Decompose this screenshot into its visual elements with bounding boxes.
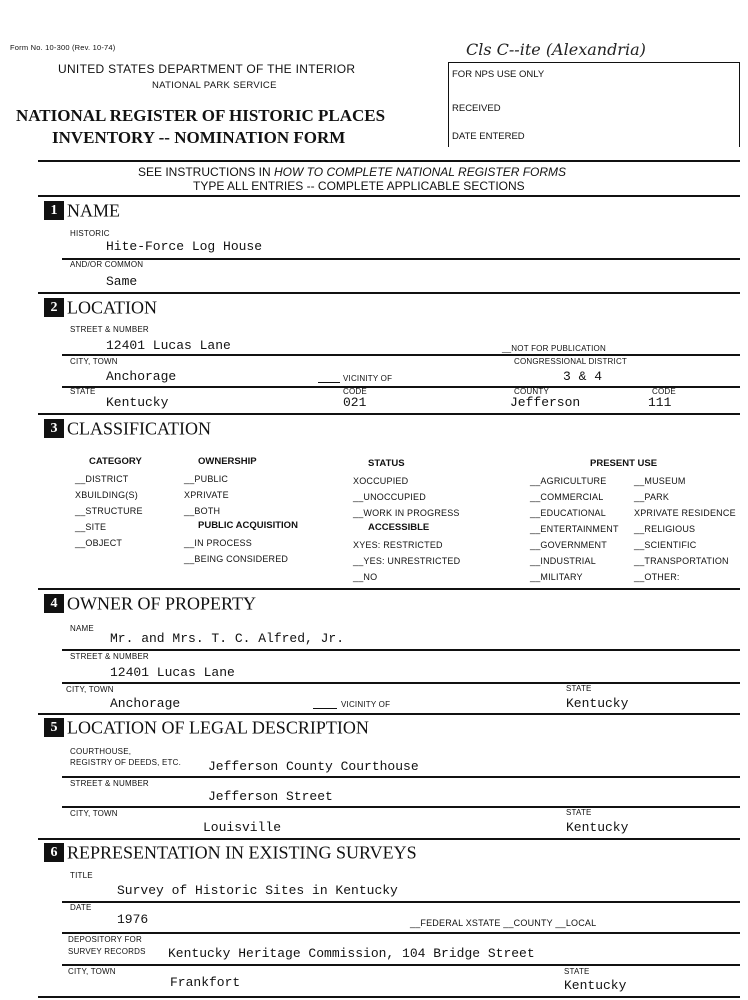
instructions-divider: [38, 195, 740, 197]
use-transportation: __TRANSPORTATION: [634, 556, 729, 566]
legal-street-label: STREET & NUMBER: [70, 779, 149, 788]
category-structure: __STRUCTURE: [75, 506, 143, 516]
status-occupied: XOCCUPIED: [353, 476, 409, 486]
rule: [62, 901, 740, 903]
survey-date-label: DATE: [70, 903, 92, 912]
header-divider: [38, 160, 740, 162]
street-label: STREET & NUMBER: [70, 325, 149, 334]
section-5-number: 5: [44, 718, 64, 737]
section-2-title: LOCATION: [67, 297, 157, 318]
status-work-in-progress: __WORK IN PROGRESS: [353, 508, 460, 518]
received-label: RECEIVED: [452, 103, 501, 114]
code-label: CODE: [343, 387, 367, 396]
section-1-number: 1: [44, 201, 64, 220]
common-label: AND/OR COMMON: [70, 260, 144, 269]
nps-box-label: FOR NPS USE ONLY: [452, 69, 545, 80]
depository-city-label: CITY, TOWN: [68, 967, 116, 976]
form-title-1: NATIONAL REGISTER OF HISTORIC PLACES: [16, 106, 386, 125]
city-value: Anchorage: [106, 369, 177, 384]
owner-vicinity-label: VICINITY OF: [341, 700, 391, 709]
section-4-heading: [44, 592, 256, 614]
state-label: STATE: [70, 387, 96, 396]
present-use-header: PRESENT USE: [590, 458, 658, 469]
historic-value: Hite-Force Log House: [106, 239, 263, 254]
county-label: COUNTY: [514, 387, 549, 396]
code2-label: CODE: [652, 387, 676, 396]
service-name: NATIONAL PARK SERVICE: [152, 80, 277, 91]
depository-label-1: DEPOSITORY FOR: [68, 935, 142, 944]
use-other: __OTHER:: [634, 572, 680, 582]
not-for-publication: __NOT FOR PUBLICATION: [502, 344, 606, 353]
county-value: Jefferson: [510, 395, 581, 410]
section-divider: [38, 588, 740, 590]
section-6-heading: [44, 841, 417, 863]
survey-title-label: TITLE: [70, 871, 93, 880]
acquisition-header: PUBLIC ACQUISITION: [198, 520, 298, 531]
legal-state-label: STATE: [566, 808, 592, 817]
form-title-2: INVENTORY -- NOMINATION FORM: [52, 128, 346, 147]
status-unoccupied: __UNOCCUPIED: [353, 492, 426, 502]
legal-state-value: Kentucky: [566, 820, 629, 835]
legal-city-label: CITY, TOWN: [70, 809, 118, 818]
vicinity-label: VICINITY OF: [343, 374, 393, 383]
owner-street-value: 12401 Lucas Lane: [110, 665, 235, 680]
rule: [62, 386, 740, 388]
use-government: __GOVERNMENT: [530, 540, 607, 550]
section-2-heading: [44, 296, 157, 318]
section-divider: [38, 996, 740, 998]
legal-street-value: Jefferson Street: [208, 789, 333, 804]
accessible-no: __NO: [353, 572, 378, 582]
depository-city-value: Frankfort: [170, 975, 241, 990]
owner-name-value: Mr. and Mrs. T. C. Alfred, Jr.: [110, 631, 345, 646]
rule: [62, 806, 740, 808]
section-1-heading: [44, 199, 120, 221]
owner-state-value: Kentucky: [566, 696, 629, 711]
depository-label-2: SURVEY RECORDS: [68, 947, 146, 956]
owner-city-label: CITY, TOWN: [66, 685, 114, 694]
department-name: UNITED STATES DEPARTMENT OF THE INTERIOR: [58, 62, 356, 76]
ownership-header: OWNERSHIP: [198, 456, 257, 467]
rule: [62, 964, 740, 966]
ownership-both: __BOTH: [184, 506, 221, 516]
section-6-number: 6: [44, 843, 64, 862]
rule: [62, 776, 740, 778]
vicinity-blank: [313, 708, 337, 709]
ownership-private: XPRIVATE: [184, 490, 229, 500]
courthouse-label-1: COURTHOUSE,: [70, 747, 132, 756]
section-divider: [38, 838, 740, 840]
common-value: Same: [106, 274, 138, 289]
use-entertainment: __ENTERTAINMENT: [530, 524, 619, 534]
owner-state-label: STATE: [566, 684, 592, 693]
use-educational: __EDUCATIONAL: [530, 508, 606, 518]
category-district: __DISTRICT: [75, 474, 129, 484]
state-value: Kentucky: [106, 395, 169, 410]
accessible-unrestricted: __YES: UNRESTRICTED: [353, 556, 461, 566]
depository-value: Kentucky Heritage Commission, 104 Bridge Street: [168, 946, 535, 961]
depository-state-value: Kentucky: [564, 978, 627, 993]
owner-name-label: NAME: [70, 624, 94, 633]
use-military: __MILITARY: [530, 572, 583, 582]
section-4-title: OWNER OF PROPERTY: [67, 593, 256, 614]
rule: [62, 258, 740, 260]
section-3-number: 3: [44, 419, 64, 438]
section-4-number: 4: [44, 594, 64, 613]
rule: [62, 682, 740, 684]
accessible-restricted: XYES: RESTRICTED: [353, 540, 443, 550]
use-park: __PARK: [634, 492, 670, 502]
section-divider: [38, 413, 740, 415]
owner-city-value: Anchorage: [110, 696, 181, 711]
use-private-residence: XPRIVATE RESIDENCE: [634, 508, 736, 518]
ownership-public: __PUBLIC: [184, 474, 229, 484]
vicinity-blank: [318, 382, 340, 383]
congressional-district-label: CONGRESSIONAL DISTRICT: [514, 357, 628, 366]
owner-street-label: STREET & NUMBER: [70, 652, 149, 661]
survey-date-value: 1976: [117, 912, 149, 927]
legal-city-value: Louisville: [203, 820, 282, 835]
rule: [62, 649, 740, 651]
use-industrial: __INDUSTRIAL: [530, 556, 596, 566]
category-object: __OBJECT: [75, 538, 123, 548]
historic-label: HISTORIC: [70, 229, 110, 238]
rule: [62, 932, 740, 934]
section-divider: [38, 713, 740, 715]
code2-value: 111: [648, 395, 672, 410]
category-site: __SITE: [75, 522, 107, 532]
section-5-title: LOCATION OF LEGAL DESCRIPTION: [67, 717, 369, 738]
use-religious: __RELIGIOUS: [634, 524, 696, 534]
courthouse-label-2: REGISTRY OF DEEDS, ETC.: [70, 758, 181, 767]
category-header: CATEGORY: [89, 456, 142, 467]
section-1-title: NAME: [67, 200, 120, 221]
section-5-heading: [44, 716, 369, 738]
accessible-header: ACCESSIBLE: [368, 522, 430, 533]
acquisition-in-process: __IN PROCESS: [184, 538, 252, 548]
survey-title-value: Survey of Historic Sites in Kentucky: [117, 883, 398, 898]
courthouse-value: Jefferson County Courthouse: [208, 759, 419, 774]
use-agriculture: __AGRICULTURE: [530, 476, 607, 486]
handwritten-note: Cls C--ite (Alexandria): [466, 40, 646, 59]
street-value: 12401 Lucas Lane: [106, 338, 231, 353]
use-commercial: __COMMERCIAL: [530, 492, 604, 502]
depository-state-label: STATE: [564, 967, 590, 976]
code-value: 021: [343, 395, 367, 410]
city-label: CITY, TOWN: [70, 357, 118, 366]
section-3-heading: [44, 417, 211, 439]
section-divider: [38, 292, 740, 294]
section-6-title: REPRESENTATION IN EXISTING SURVEYS: [67, 842, 417, 863]
date-entered-label: DATE ENTERED: [452, 131, 525, 142]
category-building: XBUILDING(S): [75, 490, 138, 500]
instructions-line-1: SEE INSTRUCTIONS IN HOW TO COMPLETE NATIONAL REGISTER FORMS: [138, 165, 567, 179]
section-3-title: CLASSIFICATION: [67, 418, 212, 439]
status-header: STATUS: [368, 458, 405, 469]
survey-levels: __FEDERAL XSTATE __COUNTY __LOCAL: [410, 918, 597, 928]
use-scientific: __SCIENTIFIC: [634, 540, 697, 550]
acquisition-considered: __BEING CONSIDERED: [184, 554, 289, 564]
use-museum: __MUSEUM: [634, 476, 686, 486]
rule: [62, 354, 740, 356]
congressional-district-value: 3 & 4: [563, 369, 603, 384]
instructions-line-2: TYPE ALL ENTRIES -- COMPLETE APPLICABLE SECTIONS: [193, 179, 525, 193]
form-number: Form No. 10-300 (Rev. 10-74): [10, 43, 116, 52]
section-2-number: 2: [44, 298, 64, 317]
